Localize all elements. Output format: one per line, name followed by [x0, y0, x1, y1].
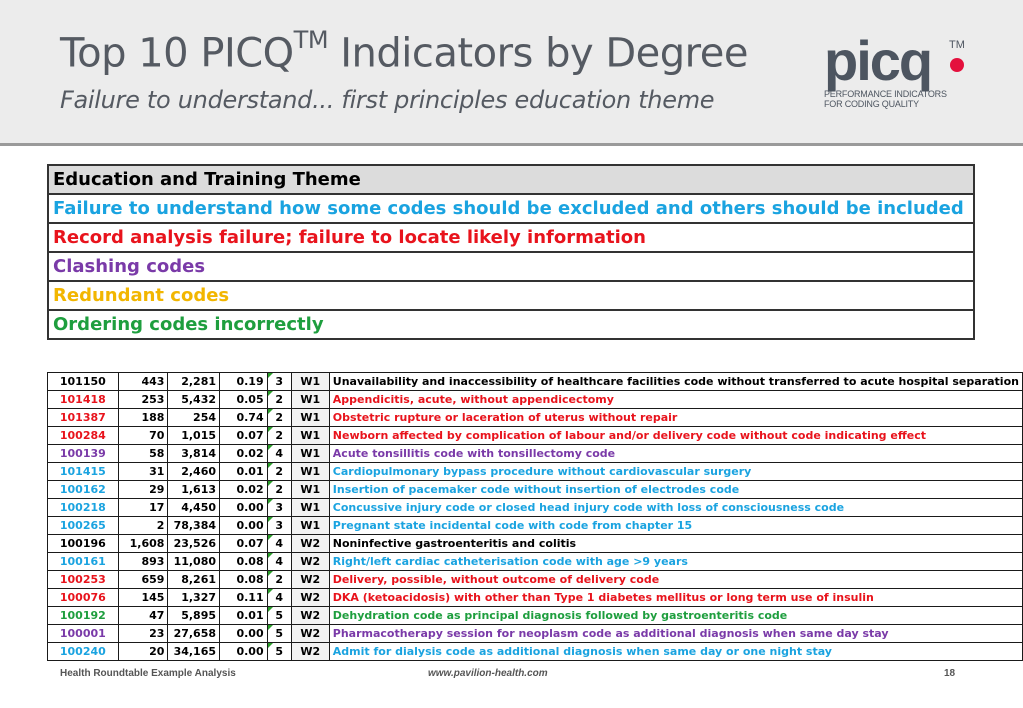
table-row — [48, 391, 1023, 409]
rate-cell: 0.74 — [220, 409, 268, 427]
table-row — [48, 625, 1023, 643]
logo-tm: TM — [949, 39, 965, 51]
degree-cell: 4 — [267, 535, 291, 553]
count-cell: 253 — [118, 391, 168, 409]
total-cell: 23,526 — [168, 535, 220, 553]
degree-cell: 3 — [267, 517, 291, 535]
count-cell: 31 — [118, 463, 168, 481]
count-cell: 17 — [118, 499, 168, 517]
count-cell: 47 — [118, 607, 168, 625]
indicator-id: 100253 — [48, 571, 119, 589]
rate-cell: 0.05 — [220, 391, 268, 409]
table-row — [48, 571, 1023, 589]
total-cell: 4,450 — [168, 499, 220, 517]
week-cell: W1 — [291, 427, 329, 445]
degree-cell: 3 — [267, 373, 291, 391]
degree-cell: 5 — [267, 607, 291, 625]
degree-cell: 2 — [267, 481, 291, 499]
week-cell: W1 — [291, 391, 329, 409]
indicator-id: 100284 — [48, 427, 119, 445]
degree-cell: 3 — [267, 499, 291, 517]
description-cell: Concussive injury code or closed head injury code with loss of consciousness code — [329, 499, 1022, 517]
table-row — [48, 481, 1023, 499]
indicator-id: 101387 — [48, 409, 119, 427]
week-cell: W2 — [291, 625, 329, 643]
total-cell: 2,460 — [168, 463, 220, 481]
indicator-id: 100001 — [48, 625, 119, 643]
theme-row: Redundant codes — [48, 281, 974, 310]
count-cell: 188 — [118, 409, 168, 427]
indicator-id: 101418 — [48, 391, 119, 409]
slide-header — [0, 0, 1023, 146]
description-cell: Dehydration code as principal diagnosis followed by gastroenteritis code — [329, 607, 1022, 625]
theme-row: Record analysis failure; failure to locate likely information — [48, 223, 974, 252]
week-cell: W1 — [291, 517, 329, 535]
rate-cell: 0.08 — [220, 553, 268, 571]
rate-cell: 0.00 — [220, 625, 268, 643]
theme-row: Ordering codes incorrectly — [48, 310, 974, 339]
description-cell: Insertion of pacemaker code without insertion of electrodes code — [329, 481, 1022, 499]
table-row — [48, 643, 1023, 661]
degree-cell: 2 — [267, 391, 291, 409]
degree-cell: 4 — [267, 445, 291, 463]
table-row — [48, 607, 1023, 625]
description-cell: Newborn affected by complication of labour and/or delivery code without code indicating effect — [329, 427, 1022, 445]
total-cell: 8,261 — [168, 571, 220, 589]
indicator-id: 100196 — [48, 535, 119, 553]
description-cell: Cardiopulmonary bypass procedure without cardiovascular surgery — [329, 463, 1022, 481]
logo-tagline-2: FOR CODING QUALITY — [824, 99, 919, 109]
rate-cell: 0.07 — [220, 427, 268, 445]
count-cell: 2 — [118, 517, 168, 535]
theme-row: Failure to understand how some codes should be excluded and others should be included — [48, 194, 974, 223]
description-cell: Appendicitis, acute, without appendicectomy — [329, 391, 1022, 409]
indicator-id: 100240 — [48, 643, 119, 661]
page-number: 18 — [944, 668, 956, 679]
week-cell: W2 — [291, 553, 329, 571]
indicator-id: 100161 — [48, 553, 119, 571]
page-title — [60, 26, 748, 77]
description-cell: Pharmacotherapy session for neoplasm code as additional diagnosis when same day stay — [329, 625, 1022, 643]
table-row — [48, 499, 1023, 517]
degree-cell: 4 — [267, 589, 291, 607]
degree-cell: 4 — [267, 553, 291, 571]
rate-cell: 0.02 — [220, 481, 268, 499]
table-row — [48, 409, 1023, 427]
week-cell: W1 — [291, 463, 329, 481]
total-cell: 34,165 — [168, 643, 220, 661]
indicator-id: 101415 — [48, 463, 119, 481]
week-cell: W1 — [291, 481, 329, 499]
description-cell: Noninfective gastroenteritis and colitis — [329, 535, 1022, 553]
indicator-id: 100076 — [48, 589, 119, 607]
footer-url[interactable]: www.pavilion-health.com — [428, 668, 548, 679]
title-main: Top 10 PICQ — [60, 30, 294, 77]
rate-cell: 0.01 — [220, 463, 268, 481]
total-cell: 1,613 — [168, 481, 220, 499]
total-cell: 1,327 — [168, 589, 220, 607]
indicator-id: 100265 — [48, 517, 119, 535]
week-cell: W2 — [291, 571, 329, 589]
rate-cell: 0.02 — [220, 445, 268, 463]
table-row — [48, 589, 1023, 607]
week-cell: W2 — [291, 607, 329, 625]
count-cell: 145 — [118, 589, 168, 607]
degree-cell: 5 — [267, 643, 291, 661]
page-subtitle: Failure to understand... first principles education theme — [60, 86, 715, 114]
indicator-id: 101150 — [48, 373, 119, 391]
description-cell: Delivery, possible, without outcome of delivery code — [329, 571, 1022, 589]
rate-cell: 0.19 — [220, 373, 268, 391]
total-cell: 1,015 — [168, 427, 220, 445]
total-cell: 11,080 — [168, 553, 220, 571]
week-cell: W1 — [291, 499, 329, 517]
count-cell: 1,608 — [118, 535, 168, 553]
week-cell: W2 — [291, 643, 329, 661]
total-cell: 254 — [168, 409, 220, 427]
degree-cell: 2 — [267, 409, 291, 427]
theme-row: Clashing codes — [48, 252, 974, 281]
total-cell: 27,658 — [168, 625, 220, 643]
count-cell: 443 — [118, 373, 168, 391]
description-cell: Admit for dialysis code as additional diagnosis when same day or one night stay — [329, 643, 1022, 661]
table-row — [48, 445, 1023, 463]
degree-cell: 2 — [267, 571, 291, 589]
table-row — [48, 535, 1023, 553]
count-cell: 893 — [118, 553, 168, 571]
week-cell: W1 — [291, 445, 329, 463]
indicator-table — [47, 372, 1023, 661]
indicator-id: 100139 — [48, 445, 119, 463]
degree-cell: 2 — [267, 427, 291, 445]
week-cell: W1 — [291, 373, 329, 391]
table-row — [48, 427, 1023, 445]
picq-logo — [824, 29, 974, 116]
indicator-id: 100218 — [48, 499, 119, 517]
table-row — [48, 553, 1023, 571]
week-cell: W1 — [291, 409, 329, 427]
total-cell: 2,281 — [168, 373, 220, 391]
description-cell: Acute tonsillitis code with tonsillectomy code — [329, 445, 1022, 463]
title-trademark: TM — [293, 26, 329, 54]
count-cell: 20 — [118, 643, 168, 661]
logo-wordmark: picq — [824, 29, 932, 92]
description-cell: Right/left cardiac catheterisation code with age >9 years — [329, 553, 1022, 571]
rate-cell: 0.00 — [220, 643, 268, 661]
theme-legend-table — [47, 164, 975, 340]
logo-dot-icon — [950, 58, 964, 72]
rate-cell: 0.07 — [220, 535, 268, 553]
total-cell: 5,432 — [168, 391, 220, 409]
count-cell: 58 — [118, 445, 168, 463]
rate-cell: 0.00 — [220, 499, 268, 517]
degree-cell: 2 — [267, 463, 291, 481]
count-cell: 23 — [118, 625, 168, 643]
table-row — [48, 463, 1023, 481]
total-cell: 3,814 — [168, 445, 220, 463]
indicator-id: 100162 — [48, 481, 119, 499]
count-cell: 70 — [118, 427, 168, 445]
title-rest: Indicators by Degree — [328, 30, 748, 77]
table-row — [48, 373, 1023, 391]
indicator-id: 100192 — [48, 607, 119, 625]
week-cell: W2 — [291, 535, 329, 553]
degree-cell: 5 — [267, 625, 291, 643]
description-cell: DKA (ketoacidosis) with other than Type 1 diabetes mellitus or long term use of insulin — [329, 589, 1022, 607]
total-cell: 78,384 — [168, 517, 220, 535]
rate-cell: 0.01 — [220, 607, 268, 625]
logo-tagline-1: PERFORMANCE INDICATORS — [824, 89, 947, 99]
rate-cell: 0.11 — [220, 589, 268, 607]
count-cell: 29 — [118, 481, 168, 499]
footer-left: Health Roundtable Example Analysis — [60, 668, 236, 679]
description-cell: Pregnant state incidental code with code from chapter 15 — [329, 517, 1022, 535]
description-cell: Obstetric rupture or laceration of uterus without repair — [329, 409, 1022, 427]
rate-cell: 0.00 — [220, 517, 268, 535]
total-cell: 5,895 — [168, 607, 220, 625]
rate-cell: 0.08 — [220, 571, 268, 589]
description-cell: Unavailability and inaccessibility of healthcare facilities code without transferred to acute hospital separation — [329, 373, 1022, 391]
week-cell: W2 — [291, 589, 329, 607]
count-cell: 659 — [118, 571, 168, 589]
table-row — [48, 517, 1023, 535]
theme-header: Education and Training Theme — [48, 165, 974, 194]
